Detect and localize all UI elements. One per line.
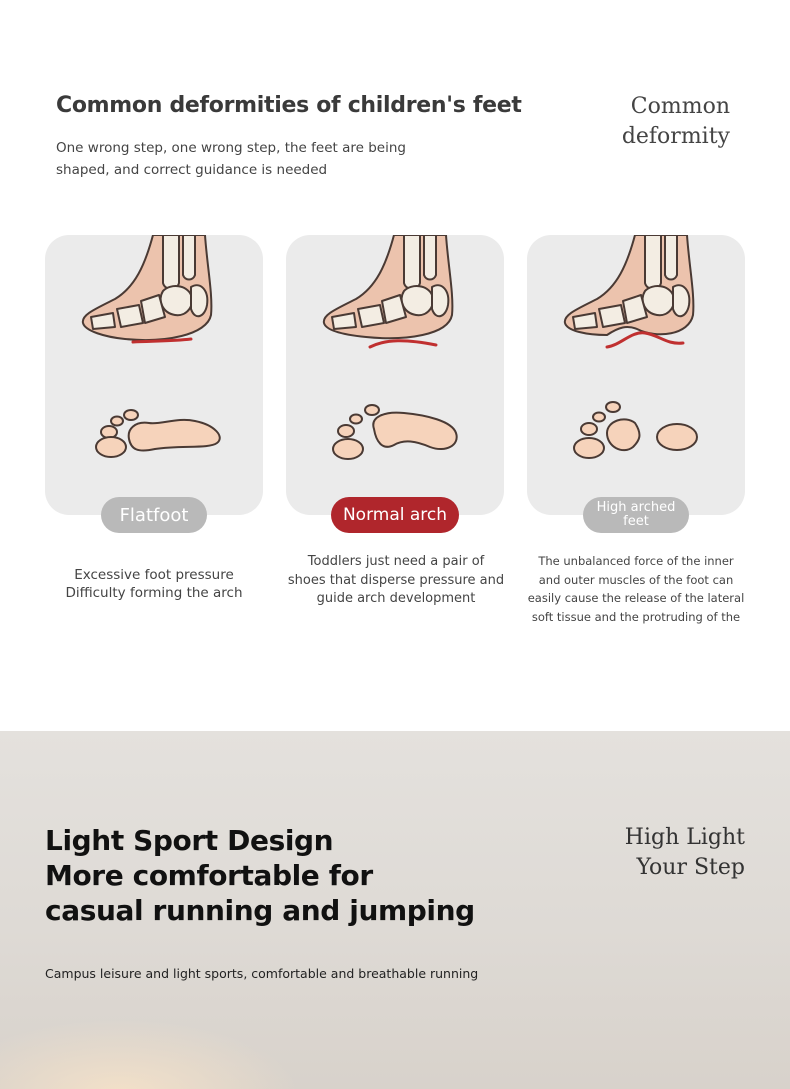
description-line: guide arch development [316,591,476,606]
title-line: Light Sport Design [45,824,334,857]
footprint-icon [286,235,504,515]
section-title: Common deformities of children's feet [56,93,522,118]
highlight-title [45,823,475,928]
description-line: Excessive foot pressure [74,567,234,583]
title-line: More comfortable for [45,859,373,892]
tag-line: Your Step [636,855,745,880]
footprint-icon [527,235,745,515]
description-line: shoes that disperse pressure and [287,572,505,588]
highlight-tag [625,823,745,883]
tag-line: High Light [624,825,745,850]
label-flatfoot: Flatfoot [101,497,207,533]
footprint-icon [45,235,263,515]
foot-card-flatfoot [45,235,263,515]
description-normal-arch [286,553,506,609]
description-line: soft tissue and the protruding of the [531,609,741,624]
label-high-arched: High arched feet [583,497,689,533]
description-line: Difficulty forming the arch [65,585,243,601]
foot-card-high-arched [527,235,745,515]
description-high-arched [525,552,747,626]
title-line: casual running and jumping [45,894,475,927]
foot-card-normal-arch [286,235,504,515]
description-line: Toddlers just need a pair of [307,554,485,569]
description-line: and outer muscles of the foot can [538,572,734,587]
background-glow [0,1019,300,1089]
label-normal-arch: Normal arch [331,497,459,533]
tag-line: Common [630,94,730,119]
description-line: The unbalanced force of the inner [538,554,734,568]
highlight-subtitle: Campus leisure and light sports, comfortable and breathable running [45,966,479,981]
tag-line: deformity [621,124,730,149]
description-line: easily cause the release of the lateral [527,591,745,605]
section-tag [622,92,730,152]
highlight-section [0,731,790,1089]
section-subtitle: One wrong step, one wrong step, the feet are being shaped, and correct guidance is needed [56,140,406,178]
description-flatfoot [45,566,263,602]
